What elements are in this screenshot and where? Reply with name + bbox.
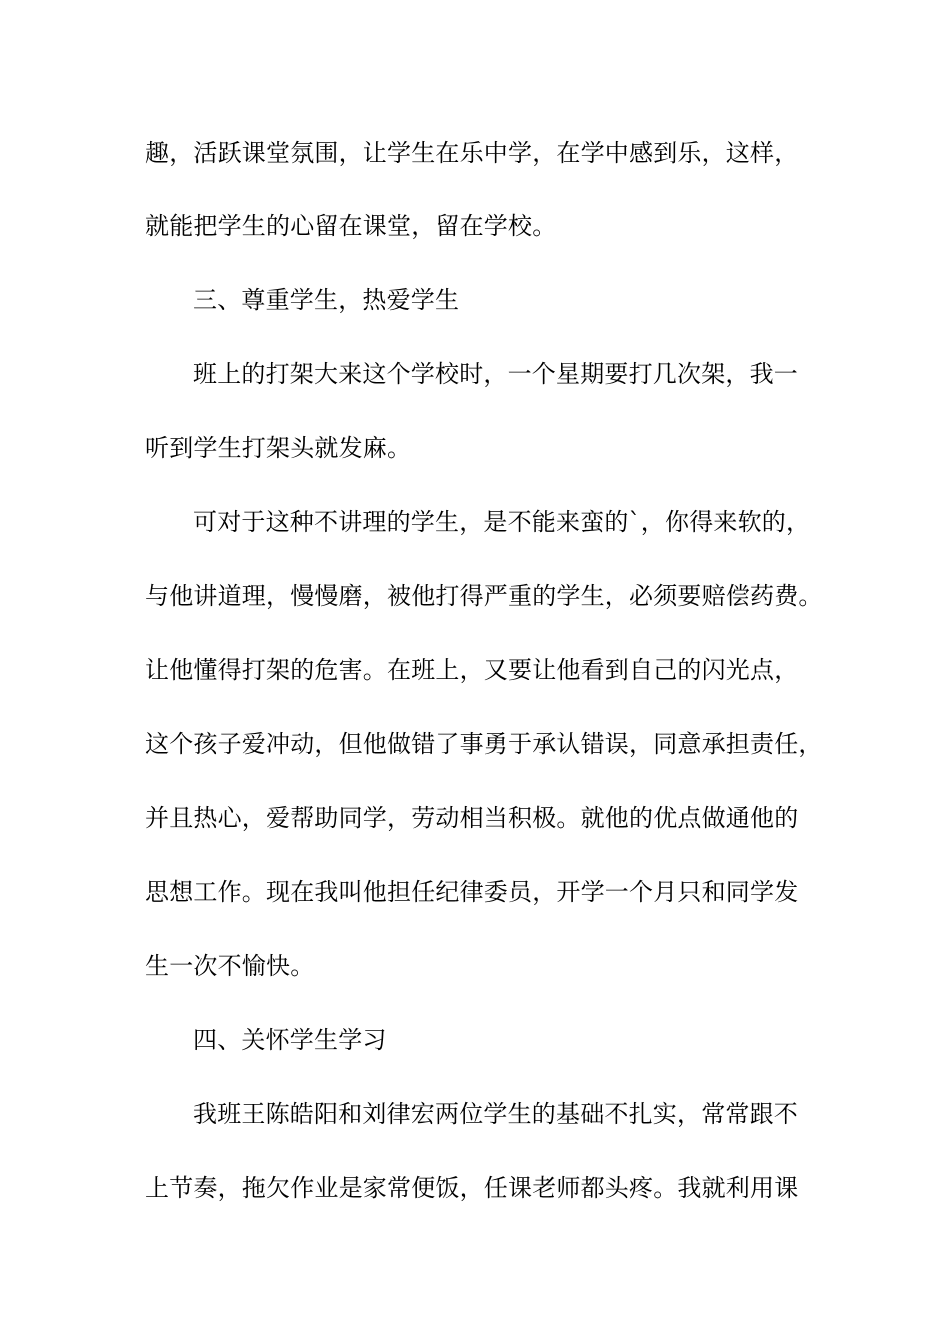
section-heading: 四、关怀学生学习 bbox=[193, 1026, 387, 1054]
text-line: 与他讲道理，慢慢磨，被他打得严重的学生，必须要赔偿药费。 bbox=[145, 582, 823, 610]
text-line: 思想工作。现在我叫他担任纪律委员，开学一个月只和同学发 bbox=[145, 878, 799, 906]
text-line: 趣，活跃课堂氛围，让学生在乐中学，在学中感到乐，这样， bbox=[145, 139, 799, 167]
text-line: 就能把学生的心留在课堂，留在学校。 bbox=[145, 212, 557, 240]
paragraph-start: 班上的打架大来这个学校时，一个星期要打几次架，我一 bbox=[193, 360, 798, 388]
text-line: 生一次不愉快。 bbox=[145, 952, 315, 980]
text-line: 让他懂得打架的危害。在班上，又要让他看到自己的闪光点， bbox=[145, 656, 799, 684]
section-heading: 三、尊重学生，热爱学生 bbox=[193, 286, 460, 314]
text-line: 听到学生打架头就发麻。 bbox=[145, 434, 412, 462]
text-line: 上节奏，拖欠作业是家常便饭，任课老师都头疼。我就利用课 bbox=[145, 1174, 799, 1202]
text-line: 并且热心，爱帮助同学，劳动相当积极。就他的优点做通他的 bbox=[145, 804, 799, 832]
paragraph-start: 我班王陈皓阳和刘律宏两位学生的基础不扎实，常常跟不 bbox=[193, 1100, 798, 1128]
text-line: 这个孩子爱冲动，但他做错了事勇于承认错误，同意承担责任， bbox=[145, 730, 823, 758]
paragraph-start: 可对于这种不讲理的学生，是不能来蛮的`，你得来软的， bbox=[193, 508, 811, 536]
